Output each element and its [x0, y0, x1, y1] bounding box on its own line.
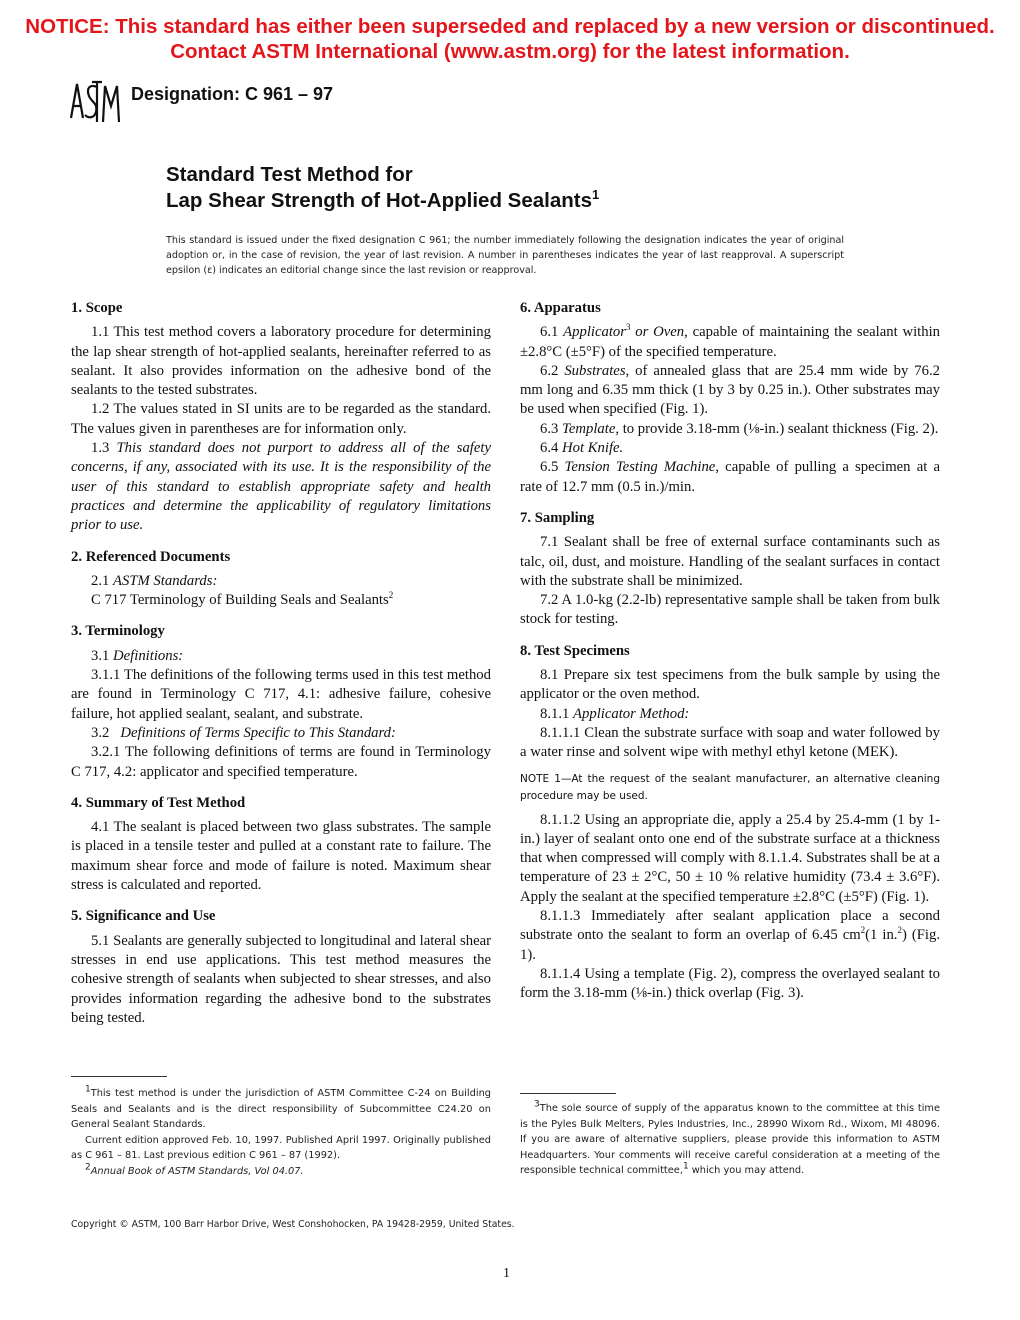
paragraph: 8.1.1.3 Immediately after sealant application place a second substrate onto the sealant to form an overlap of 6.45 $cm^2(1$ in.$^2$) (Fig. 1).: [520, 908, 940, 963]
section-heading: 8. Test Specimens: [520, 642, 630, 659]
footnote: $^2$Annual Book of ASTM Standards, Vol 04.07.: [85, 1162, 304, 1177]
paragraph: C 717 Terminology of Building Seals and Sealants$^2$: [91, 590, 394, 609]
paragraph: 3.2.1 The following definitions of terms are found in Terminology C 717, 4.2: applicator and specified temperature.: [71, 744, 491, 780]
paragraph: 6.2 Substrates, of annealed glass that are 25.4 mm wide by 76.2 mm long and 6.35 mm thick (1 by 3 by 0.25 in.). Other substrates may be used when specified (Fig. 1).: [520, 362, 941, 418]
section-apparatus: [520, 299, 940, 497]
paragraph: 8.1.1.4 Using a template (Fig. 2), compress the overlayed sealant to form the 3.18-mm (⅛-in.) thick overlap (Fig. 3).: [520, 965, 940, 1002]
paragraph: 8.1 Prepare six test specimens from the bulk sample by using the applicator or the oven method.: [520, 667, 940, 703]
section-heading: 7. Sampling: [520, 509, 595, 526]
issuance-statement: This standard is issued under the fixed designation C 961; the number immediately following the designation indicates the year of original adoption or, in the case of revision, the year of last revision. A number in parentheses indicates the year of last reapproval. A superscript epsilon (ε) indicates an editorial change since the last revision or reapproval.: [166, 235, 844, 276]
paragraph: 1.1 This test method covers a laboratory procedure for determining the lap shear strength of hot-applied sealants, hereinafter referred to as sealant. It also provides information on the adhesive bond of the sealants to the tested substrates.: [71, 324, 491, 399]
section-heading: 3. Terminology: [71, 623, 165, 640]
title-line-1: Standard Test Method for: [166, 163, 413, 186]
footnote-divider: [520, 1093, 616, 1094]
paragraph: 4.1 The sealant is placed between two glass substrates. The sample is placed in a tensile tester and pulled at a constant rate to failure. The maximum shear force and mode of failure is noted. Maximum shear stress is calculated and reported.: [71, 819, 491, 894]
section-significance: [71, 907, 491, 1028]
section-scope: [71, 299, 491, 536]
notice-line-2: Contact ASTM International (www.astm.org) for the latest information.: [170, 40, 850, 63]
footnotes-right: [520, 1101, 940, 1179]
paragraph: 2.1 ASTM Standards:: [91, 572, 218, 589]
copyright: Copyright © ASTM, 100 Barr Harbor Drive, West Conshohocken, PA 19428-2959, United States.: [71, 1219, 515, 1230]
right-column: [520, 299, 940, 1016]
paragraph: 3.1.1 The definitions of the following terms used in this test method are found in Terminology C 717, 4.1: adhesive failure, cohesive failure, hot applied sealant, sealant, and substrate.: [71, 667, 491, 722]
section-heading: 2. Referenced Documents: [71, 548, 231, 565]
section-heading: 6. Apparatus: [520, 300, 601, 316]
paragraph: 8.1.1.2 Using an appropriate die, apply a 25.4 by 25.4-mm (1 by 1-in.) layer of sealant onto one end of the substrate surface at a thickness that when compressed will comply with 8.1.1.4. Substrates shall be at a temperature of 23 ± 2°C, 50 ± 10 % relative humidity (73.4 ± 3.6°F). Apply the sealant at the specified temperature ±2.8°C (±5°F) (Fig. 1).: [520, 811, 940, 905]
section-heading: 4. Summary of Test Method: [71, 794, 246, 811]
footnote-divider: [71, 1076, 167, 1077]
paragraph: 6.3 Template, to provide 3.18-mm (⅛-in.) sealant thickness (Fig. 2).: [540, 420, 939, 437]
section-referenced-documents: [71, 548, 491, 611]
paragraph: 1.3 This standard does not purport to address all of the safety concerns, if any, associated with its use. It is the responsibility of the user of this standard to establish appropriate safety and health practices and determine the applicability of regulatory limitations prior to use.: [71, 440, 492, 534]
footnote: $^3$The sole source of supply of the apparatus known to the committee at this time is the Pyles Bulk Melters, Pyles Industries, Inc., 28990 Wixom Rd., Wixom, MI 48096. If you are aware of alternative suppliers, please provide this information to ASTM Headquarters. Your comments will receive careful consideration at a meeting of the responsible technical committee,$^1$ which you may attend.: [520, 1099, 940, 1176]
notice-line-1: NOTICE: This standard has either been superseded and replaced by a new version or discontinued.: [25, 15, 995, 38]
paragraph: 7.1 Sealant shall be free of external surface contaminants such as talc, oil, dust, and moisture. Handling of the sealant surfaces in contact with the substrate shall be minimized.: [520, 534, 940, 589]
astm-logo-icon: [68, 78, 120, 126]
designation: Designation: C 961 – 97: [131, 84, 334, 104]
title-footnote-mark: 1: [592, 187, 600, 203]
title-line-2: Lap Shear Strength of Hot-Applied Sealants: [166, 189, 592, 212]
section-heading: 1. Scope: [71, 300, 123, 316]
footnote: Current edition approved Feb. 10, 1997. Published April 1997. Originally published as C 961 – 81. Last previous edition C 961 – 87 (1992).: [71, 1134, 491, 1161]
section-heading: 5. Significance and Use: [71, 908, 216, 925]
section-sampling: [520, 509, 940, 630]
footnote: $^1$This test method is under the jurisdiction of ASTM Committee C-24 on Building Seals and Sealants and is the direct responsibility of Subcommittee C24.20 on General Sealant Standards.: [71, 1084, 491, 1130]
paragraph: 6.4 Hot Knife.: [540, 440, 624, 457]
left-column: [71, 299, 491, 1040]
paragraph: 7.2 A 1.0-kg (2.2-lb) representative sample shall be taken from bulk stock for testing.: [520, 592, 940, 628]
section-test-specimens: [520, 642, 940, 1004]
paragraph: 3.2 Definitions of Terms Specific to This Standard:: [91, 724, 396, 741]
paragraph: 5.1 Sealants are generally subjected to longitudinal and lateral shear stresses in end use applications. This test method measures the cohesive strength of sealants when subjected to shear stresses, and also provides information regarding the adhesive bond to the substrates being tested.: [71, 932, 491, 1026]
paragraph: 6.1 Applicator$^3$ or Oven, capable of maintaining the sealant within ±2.8°C (±5°F) of the specified temperature.: [520, 322, 941, 360]
section-summary: [71, 794, 491, 895]
paragraph: 3.1 Definitions:: [91, 647, 184, 664]
paragraph: 6.5 Tension Testing Machine, capable of pulling a specimen at a rate of 12.7 mm (0.5 in.)/min.: [520, 459, 940, 495]
paragraph: 8.1.1.1 Clean the substrate surface with soap and water followed by a water rinse and solvent wipe with methyl ethyl ketone (MEK).: [520, 724, 940, 761]
document-title: [166, 162, 599, 214]
note: NOTE 1—At the request of the sealant manufacturer, an alternative cleaning procedure may be used.: [520, 772, 940, 802]
footnotes-left: [71, 1086, 491, 1179]
paragraph: 1.2 The values stated in SI units are to be regarded as the standard. The values given in parentheses are for information only.: [71, 401, 491, 437]
section-terminology: [71, 622, 491, 781]
notice-banner: [0, 14, 1020, 64]
paragraph: 8.1.1 Applicator Method:: [540, 705, 690, 722]
page-number: 1: [503, 1266, 510, 1281]
